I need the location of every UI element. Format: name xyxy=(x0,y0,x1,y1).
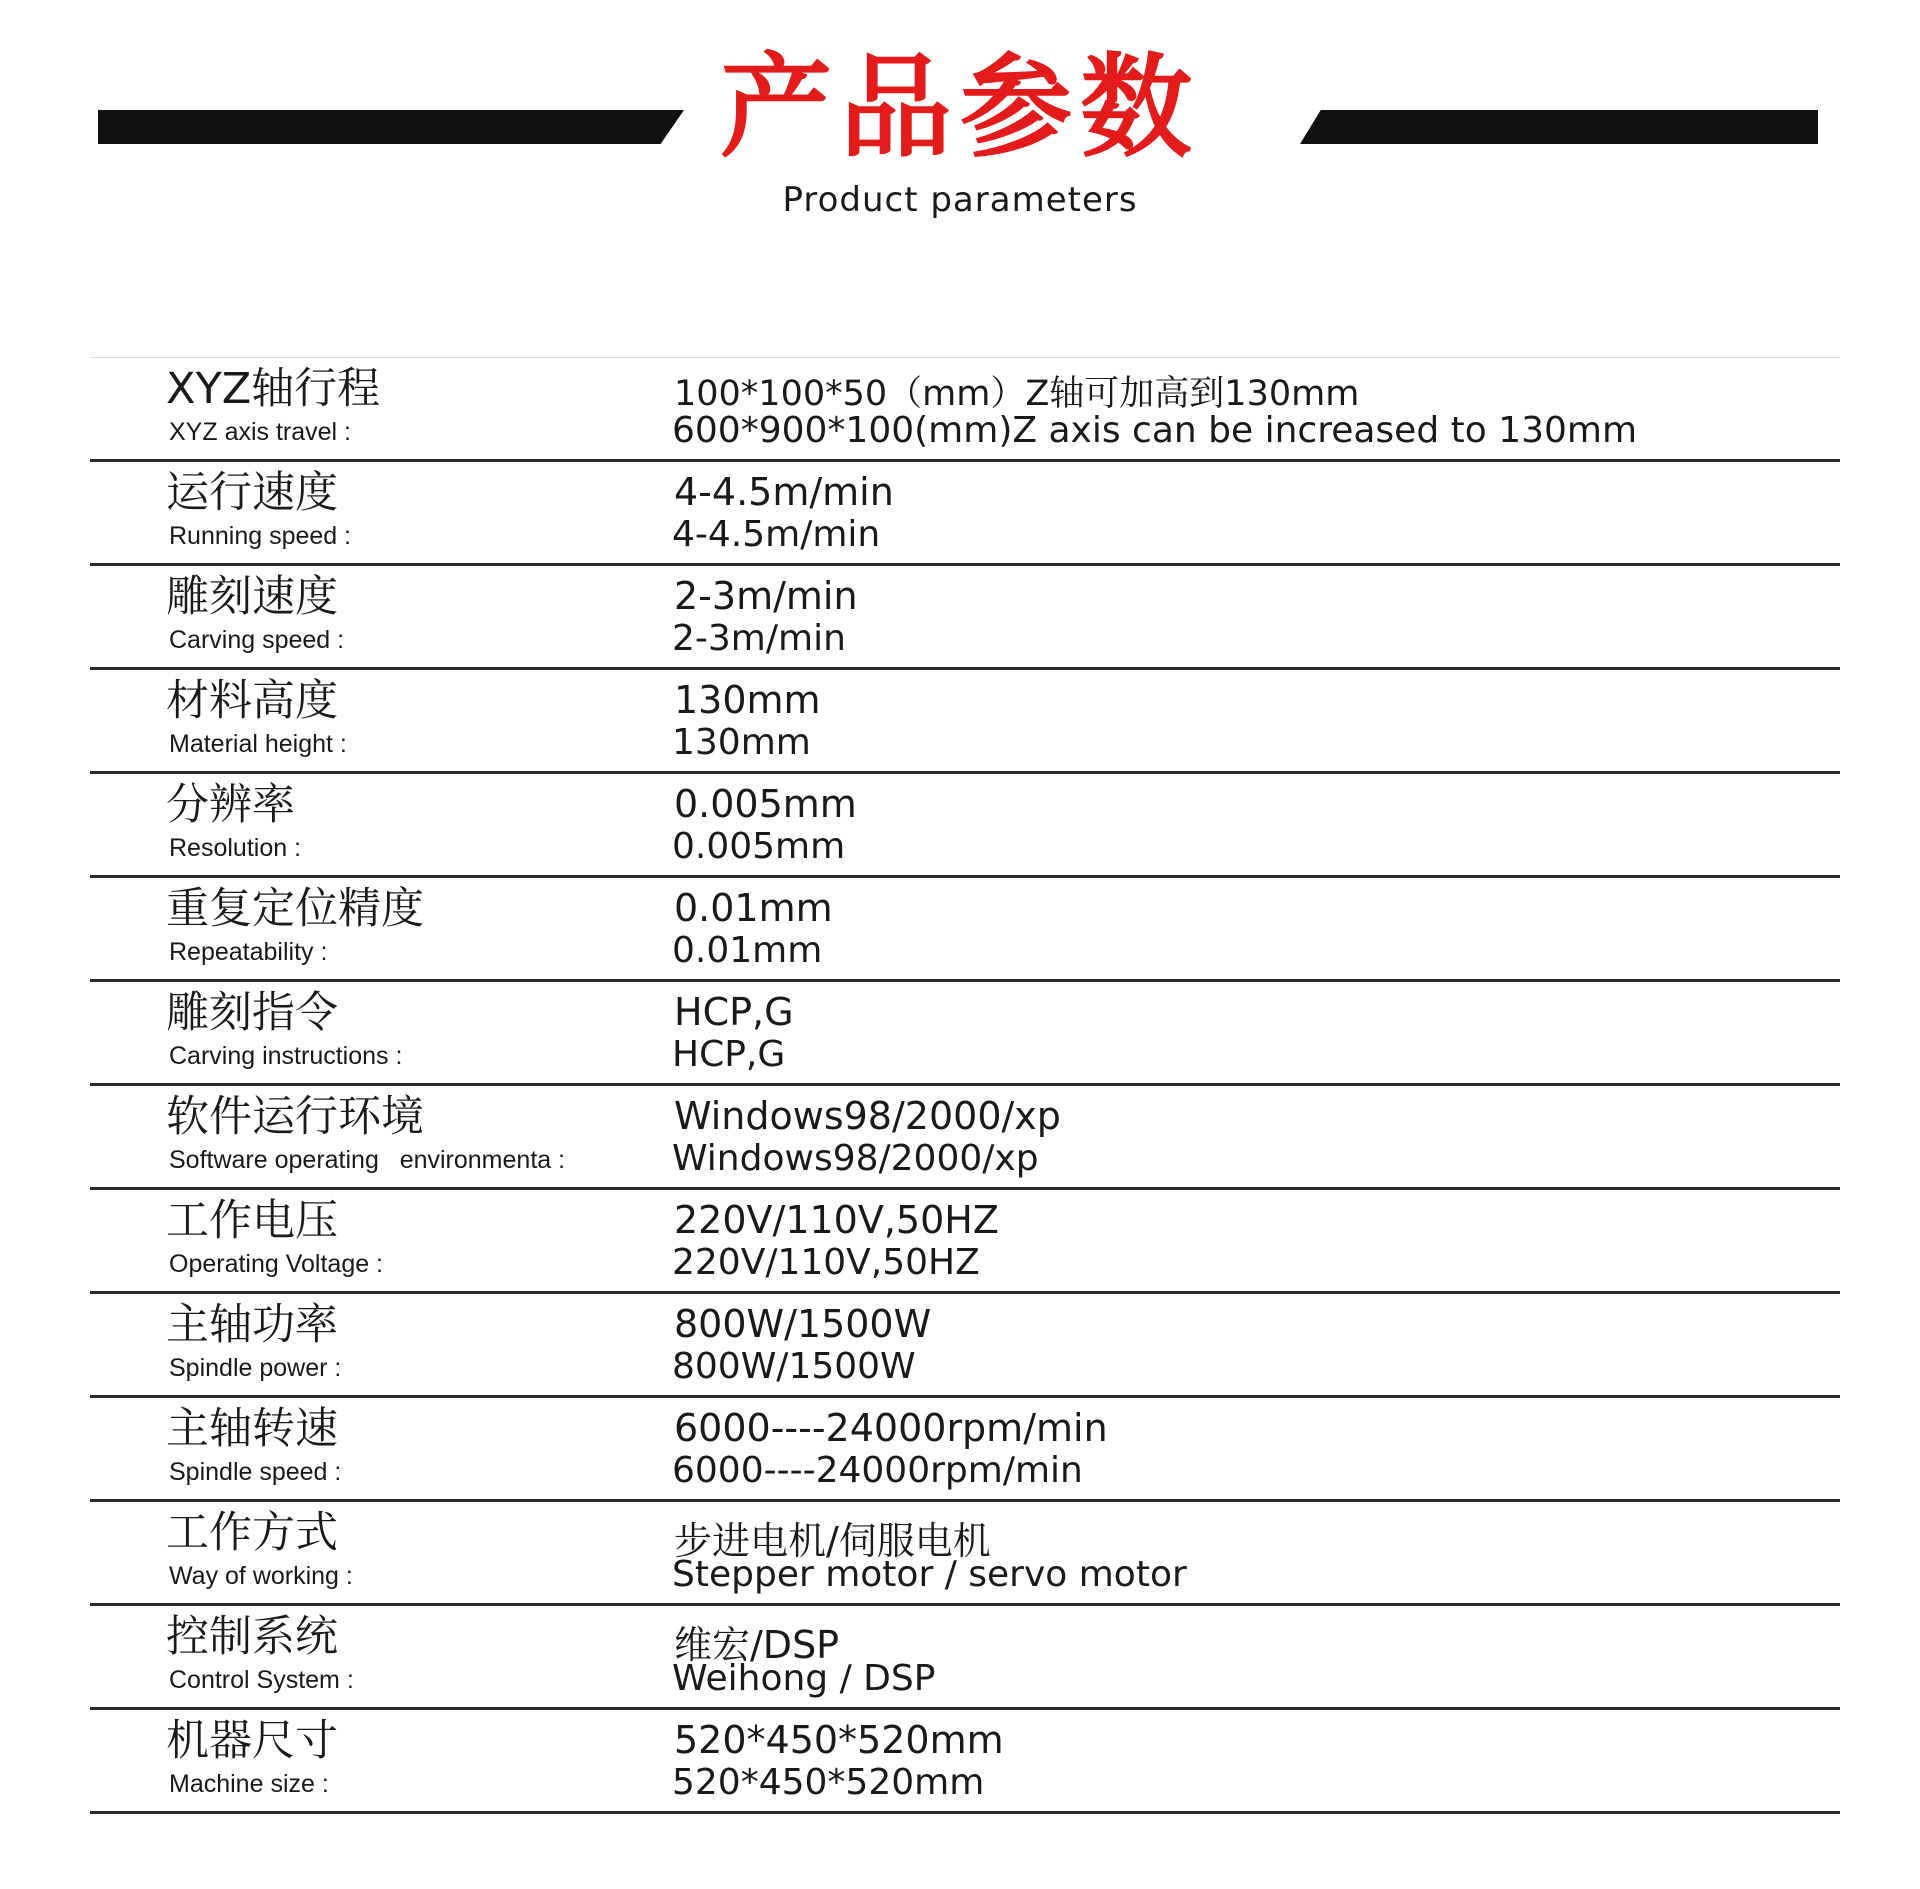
param-label-en: Repeatability : xyxy=(169,938,328,966)
param-row-way-of-working xyxy=(90,1502,1840,1606)
param-value-secondary: 220V/110V,50HZ xyxy=(672,1242,980,1283)
param-label-en: XYZ axis travel : xyxy=(169,418,351,446)
param-label-cn: 机器尺寸 xyxy=(166,1716,338,1766)
param-value-secondary: 0.005mm xyxy=(672,826,846,867)
param-value-primary: 2-3m/min xyxy=(674,574,858,618)
param-value-secondary: 0.01mm xyxy=(672,930,823,971)
param-label-cn: 工作方式 xyxy=(166,1508,338,1558)
param-value-secondary: 130mm xyxy=(672,722,811,763)
param-label-cn: XYZ轴行程 xyxy=(166,364,381,414)
param-row-machine-size xyxy=(90,1710,1840,1814)
param-value-primary: 6000----24000rpm/min xyxy=(674,1406,1108,1450)
param-value-primary: 130mm xyxy=(674,678,821,722)
page-subtitle: Product parameters xyxy=(782,180,1138,220)
param-value-primary: 步进电机/伺服电机 xyxy=(674,1519,991,1563)
param-value-secondary: Windows98/2000/xp xyxy=(672,1138,1039,1179)
param-value-secondary: 2-3m/min xyxy=(672,618,846,659)
param-value-primary: Windows98/2000/xp xyxy=(674,1094,1061,1138)
param-value-primary: HCP,G xyxy=(674,990,794,1034)
param-label-en: Resolution : xyxy=(169,834,302,862)
param-row-control-system xyxy=(90,1606,1840,1710)
param-value-secondary: 600*900*100(mm)Z axis can be increased to 130mm xyxy=(672,410,1638,451)
param-value-secondary: 6000----24000rpm/min xyxy=(672,1450,1083,1491)
param-row-resolution xyxy=(90,774,1840,878)
param-value-primary: 0.01mm xyxy=(674,886,833,930)
param-value-primary: 4-4.5m/min xyxy=(674,470,894,514)
param-label-cn: 雕刻指令 xyxy=(166,988,338,1038)
param-label-cn: 主轴功率 xyxy=(166,1300,338,1350)
param-label-en: Software operating environmenta : xyxy=(169,1146,566,1174)
param-row-carving-speed xyxy=(90,566,1840,670)
param-value-secondary: Weihong / DSP xyxy=(672,1658,936,1699)
param-value-primary: 220V/110V,50HZ xyxy=(674,1198,999,1242)
param-label-en: Control System : xyxy=(169,1666,354,1694)
param-value-primary: 0.005mm xyxy=(674,782,857,826)
param-label-en: Carving speed : xyxy=(169,626,345,654)
param-row-running-speed xyxy=(90,462,1840,566)
param-row-xyz-travel xyxy=(90,358,1840,462)
param-label-en: Running speed : xyxy=(169,522,352,550)
param-label-cn: 重复定位精度 xyxy=(166,884,424,934)
param-row-spindle-power xyxy=(90,1294,1840,1398)
param-label-cn: 运行速度 xyxy=(166,468,338,518)
param-value-secondary: 4-4.5m/min xyxy=(672,514,881,555)
param-label-cn: 分辨率 xyxy=(166,780,295,830)
param-label-cn: 软件运行环境 xyxy=(166,1092,424,1142)
param-value-primary: 520*450*520mm xyxy=(674,1718,1004,1762)
param-value-secondary: 520*450*520mm xyxy=(672,1762,985,1803)
param-value-secondary: 800W/1500W xyxy=(672,1346,916,1387)
param-value-secondary: HCP,G xyxy=(672,1034,786,1075)
param-row-carving-instructions xyxy=(90,982,1840,1086)
page-header xyxy=(0,0,1920,260)
param-label-en: Operating Voltage : xyxy=(169,1250,384,1278)
param-label-en: Carving instructions : xyxy=(169,1042,403,1070)
param-label-en: Spindle power : xyxy=(169,1354,342,1382)
param-label-en: Machine size : xyxy=(169,1770,329,1798)
param-label-en: Spindle speed : xyxy=(169,1458,342,1486)
param-label-cn: 雕刻速度 xyxy=(166,572,338,622)
param-label-cn: 工作电压 xyxy=(166,1196,338,1246)
parameters-table xyxy=(90,357,1840,1814)
param-value-secondary: Stepper motor / servo motor xyxy=(672,1554,1187,1595)
param-label-en: Way of working : xyxy=(169,1562,353,1590)
param-value-primary: 维宏/DSP xyxy=(674,1623,840,1667)
param-label-en: Material height : xyxy=(169,730,347,758)
param-label-cn: 材料高度 xyxy=(166,676,338,726)
param-label-cn: 控制系统 xyxy=(166,1612,338,1662)
param-row-material-height xyxy=(90,670,1840,774)
param-row-operating-voltage xyxy=(90,1190,1840,1294)
page-title: 产品参数 xyxy=(720,43,1200,173)
param-row-spindle-speed xyxy=(90,1398,1840,1502)
param-value-primary: 800W/1500W xyxy=(674,1302,932,1346)
param-row-repeatability xyxy=(90,878,1840,982)
param-value-primary: 100*100*50（mm）Z轴可加高到130mm xyxy=(674,374,1360,414)
param-row-software-environment xyxy=(90,1086,1840,1190)
param-label-cn: 主轴转速 xyxy=(166,1404,338,1454)
